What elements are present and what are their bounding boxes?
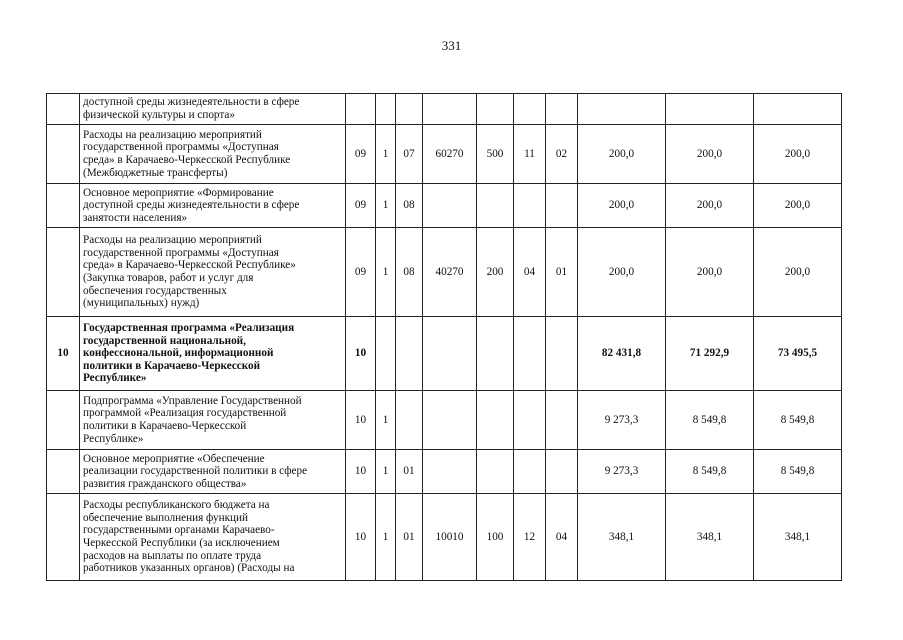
amount-year-1: 9 273,3	[578, 450, 666, 494]
description-line: государственной программы «Доступная	[83, 246, 279, 259]
table-row	[47, 125, 842, 184]
description-line: Расходы на реализацию мероприятий	[83, 234, 262, 247]
amount-year-3: 200,0	[754, 228, 842, 317]
code-event: 01	[396, 494, 423, 581]
code-expense-type	[477, 94, 514, 125]
code-section: 10	[346, 317, 376, 391]
code-subsection-pr: 02	[546, 125, 578, 184]
row-index	[47, 391, 80, 450]
code-subprogram: 1	[376, 125, 396, 184]
code-event	[396, 94, 423, 125]
row-description	[80, 450, 346, 494]
code-subprogram: 1	[376, 391, 396, 450]
row-description	[80, 391, 346, 450]
code-expense-type: 200	[477, 228, 514, 317]
description-line: физической культуры и спорта»	[83, 109, 235, 121]
row-index	[47, 494, 80, 581]
description-line: занятости населения»	[83, 211, 188, 224]
code-event	[396, 391, 423, 450]
code-subprogram: 1	[376, 184, 396, 228]
code-section: 10	[346, 391, 376, 450]
row-index: 10	[47, 317, 80, 391]
amount-year-3: 200,0	[754, 125, 842, 184]
code-subprogram	[376, 94, 396, 125]
amount-year-3: 348,1	[754, 494, 842, 581]
amount-year-2: 8 549,8	[666, 450, 754, 494]
description-line: Черкесской Республики (за исключением	[83, 537, 280, 549]
amount-year-2: 200,0	[666, 125, 754, 184]
description-line: государственной программы «Доступная	[83, 141, 279, 154]
amount-year-1: 82 431,8	[578, 317, 666, 391]
description-line: Республике»	[83, 432, 144, 445]
description-line: политики в Карачаево-Черкесской	[83, 359, 261, 372]
code-expense-type: 500	[477, 125, 514, 184]
description-line: Расходы на реализацию мероприятий	[83, 128, 262, 141]
code-direction	[423, 450, 477, 494]
row-description	[80, 228, 346, 317]
amount-year-1: 9 273,3	[578, 391, 666, 450]
code-direction	[423, 317, 477, 391]
code-section: 09	[346, 228, 376, 317]
code-section-rz: 11	[514, 125, 546, 184]
code-event: 08	[396, 228, 423, 317]
description-line: среда» в Карачаево-Черкесской Республике»	[83, 259, 296, 272]
description-line: среда» в Карачаево-Черкесской Республике	[83, 154, 291, 166]
code-subsection-pr	[546, 450, 578, 494]
amount-year-1	[578, 94, 666, 125]
description-line: программой «Реализация государственной	[83, 407, 287, 420]
description-line: (Межбюджетные трансферты)	[83, 166, 228, 179]
table-row	[47, 94, 842, 125]
code-section: 10	[346, 494, 376, 581]
code-section-rz	[514, 184, 546, 228]
code-direction: 60270	[423, 125, 477, 184]
code-section: 10	[346, 450, 376, 494]
description-line: Основное мероприятие «Формирование	[83, 186, 274, 199]
code-section-rz: 12	[514, 494, 546, 581]
description-line: Расходы республиканского бюджета на	[83, 499, 270, 512]
description-line: Республике»	[83, 372, 147, 385]
code-direction	[423, 184, 477, 228]
description-line: расходов на выплаты по оплате труда	[83, 549, 262, 562]
row-index	[47, 184, 80, 228]
table-row	[47, 450, 842, 494]
description-line: работников указанных органов) (Расходы на	[83, 562, 295, 575]
description-line: конфессиональной, информационной	[83, 347, 274, 360]
code-expense-type	[477, 450, 514, 494]
code-subsection-pr	[546, 391, 578, 450]
amount-year-2: 200,0	[666, 184, 754, 228]
code-direction: 40270	[423, 228, 477, 317]
description-line: доступной среды жизнедеятельности в сфере	[83, 96, 300, 109]
code-subprogram	[376, 317, 396, 391]
code-section	[346, 94, 376, 125]
description-line: Подпрограмма «Управление Государственной	[83, 394, 302, 407]
amount-year-3: 8 549,8	[754, 450, 842, 494]
description-line: Государственная программа «Реализация	[83, 322, 295, 335]
table-row	[47, 494, 842, 581]
code-event: 08	[396, 184, 423, 228]
code-subsection-pr	[546, 317, 578, 391]
description-line: развития гражданского общества»	[83, 477, 247, 490]
code-expense-type	[477, 391, 514, 450]
code-subprogram: 1	[376, 450, 396, 494]
code-subsection-pr	[546, 94, 578, 125]
row-description	[80, 494, 346, 581]
code-subsection-pr: 01	[546, 228, 578, 317]
code-expense-type	[477, 184, 514, 228]
code-subprogram: 1	[376, 494, 396, 581]
budget-table	[46, 93, 842, 581]
row-description	[80, 94, 346, 125]
amount-year-1: 200,0	[578, 125, 666, 184]
amount-year-2: 348,1	[666, 494, 754, 581]
amount-year-2: 200,0	[666, 228, 754, 317]
code-event: 07	[396, 125, 423, 184]
row-index	[47, 94, 80, 125]
amount-year-1: 200,0	[578, 184, 666, 228]
amount-year-3: 73 495,5	[754, 317, 842, 391]
amount-year-2: 71 292,9	[666, 317, 754, 391]
code-direction	[423, 391, 477, 450]
row-index	[47, 450, 80, 494]
code-direction: 10010	[423, 494, 477, 581]
row-index	[47, 125, 80, 184]
code-section-rz	[514, 94, 546, 125]
description-line: политики в Карачаево-Черкесской	[83, 420, 247, 432]
code-subprogram: 1	[376, 228, 396, 317]
description-line: Основное мероприятие «Обеспечение	[83, 452, 265, 465]
description-line: реализации государственной политики в сфере	[83, 465, 308, 478]
code-section: 09	[346, 184, 376, 228]
row-description	[80, 125, 346, 184]
page-number: 331	[441, 38, 462, 53]
table-row	[47, 391, 842, 450]
amount-year-3: 200,0	[754, 184, 842, 228]
amount-year-2	[666, 94, 754, 125]
description-line: (муниципальных) нужд)	[83, 297, 200, 310]
table-row	[47, 317, 842, 391]
code-direction	[423, 94, 477, 125]
description-line: обеспечения государственных	[83, 284, 227, 297]
code-subsection-pr: 04	[546, 494, 578, 581]
amount-year-3: 8 549,8	[754, 391, 842, 450]
code-event: 01	[396, 450, 423, 494]
row-description	[80, 184, 346, 228]
description-line: доступной среды жизнедеятельности в сфере	[83, 199, 300, 212]
amount-year-2: 8 549,8	[666, 391, 754, 450]
code-event	[396, 317, 423, 391]
amount-year-3	[754, 94, 842, 125]
code-expense-type: 100	[477, 494, 514, 581]
code-section-rz	[514, 450, 546, 494]
description-line: обеспечение выполнения функций	[83, 511, 248, 524]
description-line: государственной национальной,	[83, 334, 246, 347]
description-line: (Закупка товаров, работ и услуг для	[83, 272, 254, 284]
code-section-rz	[514, 317, 546, 391]
code-section: 09	[346, 125, 376, 184]
amount-year-1: 348,1	[578, 494, 666, 581]
row-description	[80, 317, 346, 391]
table-row	[47, 184, 842, 228]
table-row	[47, 228, 842, 317]
code-subsection-pr	[546, 184, 578, 228]
amount-year-1: 200,0	[578, 228, 666, 317]
code-section-rz	[514, 391, 546, 450]
code-section-rz: 04	[514, 228, 546, 317]
row-index	[47, 228, 80, 317]
code-expense-type	[477, 317, 514, 391]
description-line: государственными органами Карачаево-	[83, 524, 275, 537]
